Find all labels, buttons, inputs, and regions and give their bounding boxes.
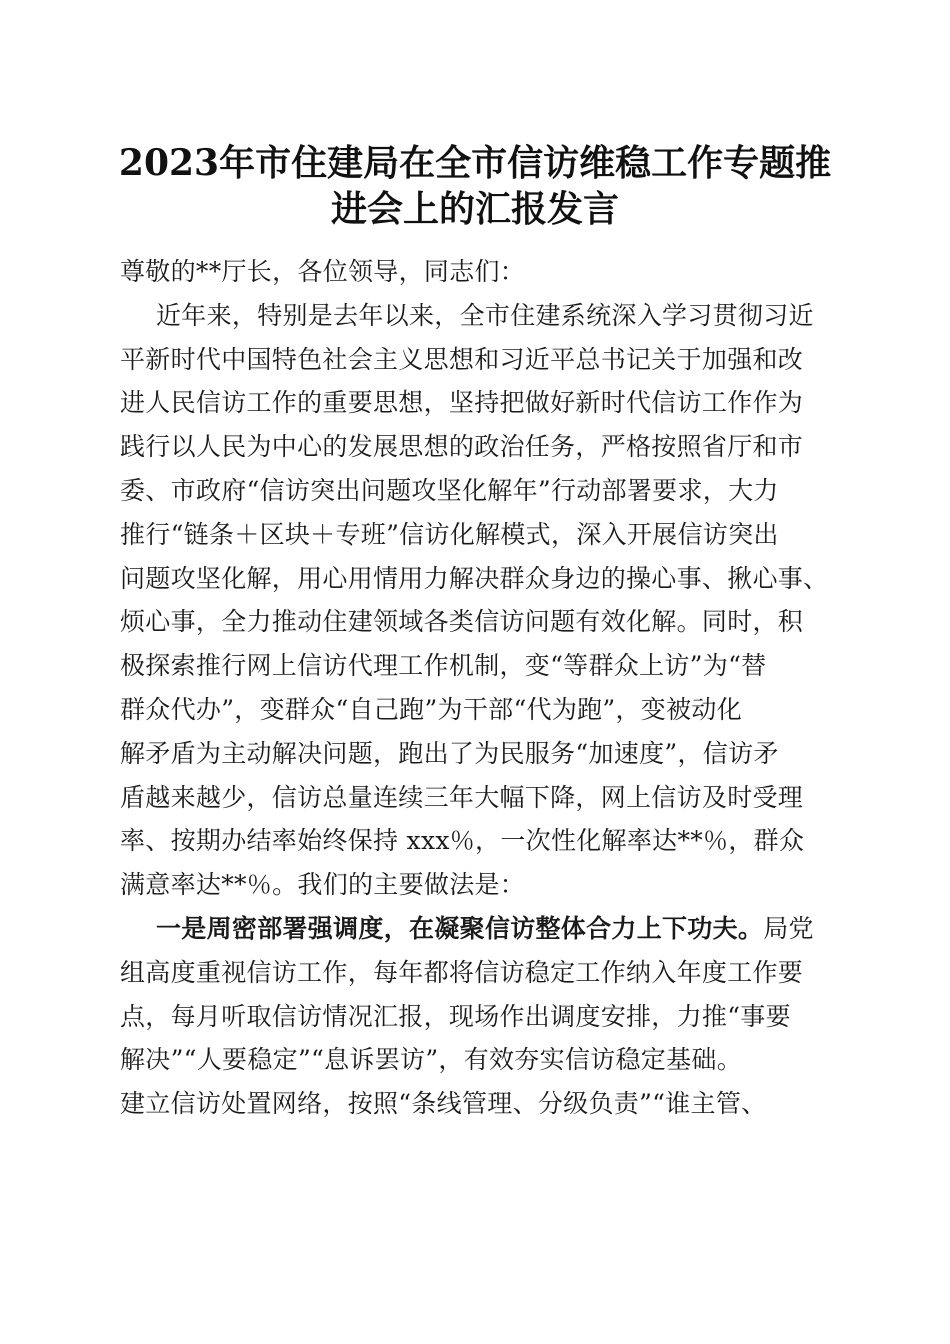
- paragraph-line: 组高度重视信访工作，每年都将信访稳定工作纳入年度工作要: [120, 957, 804, 987]
- paragraph-line: 建立信访处置网络，按照“条线管理、分级负责”“谁主管、: [120, 1089, 767, 1119]
- document-body: [120, 250, 835, 1126]
- paragraph-line: 进人民信访工作的重要思想，坚持把做好新时代信访工作作为: [120, 388, 804, 418]
- paragraph-line: 极探索推行网上信访代理工作机制，变“等群众上访”为“替: [120, 651, 767, 681]
- paragraph-line: 满意率达**％。我们的主要做法是：: [120, 870, 526, 900]
- document-title: [100, 140, 850, 232]
- paragraph-line: 近年来，特别是去年以来，全市住建系统深入学习贯彻习近: [156, 300, 814, 330]
- paragraph-line: 盾越来越少，信访总量连续三年大幅下降，网上信访及时受理: [120, 782, 804, 812]
- paragraph-line: 解决”“人要稳定”“息诉罢访”，有效夯实信访稳定基础。: [120, 1045, 743, 1075]
- paragraph-line: 点，每月听取信访情况汇报，现场作出调度安排，力推“事要: [120, 1001, 791, 1031]
- paragraph-line: 问题攻坚化解，用心用情用力解决群众身边的操心事、揪心事、: [120, 563, 829, 593]
- section-lead-line: [120, 907, 835, 951]
- paragraph-line: 委、市政府“信访突出问题攻坚化解年”行动部署要求，大力: [120, 475, 779, 505]
- paragraph-line: 践行以人民为中心的发展思想的政治任务，严格按照省厅和市: [120, 432, 804, 462]
- title-line-2: 进会上的汇报发言: [330, 188, 619, 230]
- salutation: 尊敬的**厅长，各位领导，同志们：: [120, 257, 526, 286]
- title-line-1: 2023年市住建局在全市信访维稳工作专题推: [118, 142, 832, 184]
- section-heading: 一是周密部署强调度，在凝聚信访整体合力上下功夫。: [156, 913, 764, 943]
- paragraph-line: 烦心事，全力推动住建领域各类信访问题有效化解。同时，积: [120, 607, 804, 637]
- paragraph-line: 群众代办”，变群众“自己跑”为干部“代为跑”，变被动化: [120, 694, 743, 724]
- section-lead-tail: 局党: [763, 913, 814, 943]
- paragraph-line: 率、按期办结率始终保持 xxx％，一次性化解率达**％，群众: [120, 826, 805, 856]
- paragraph-line: 平新时代中国特色社会主义思想和习近平总书记关于加强和改: [120, 344, 804, 374]
- paragraph-line: 解矛盾为主动解决问题，跑出了为民服务“加速度”，信访矛: [120, 738, 779, 768]
- paragraph-line: 推行“链条＋区块＋专班”信访化解模式，深入开展信访突出: [120, 519, 779, 549]
